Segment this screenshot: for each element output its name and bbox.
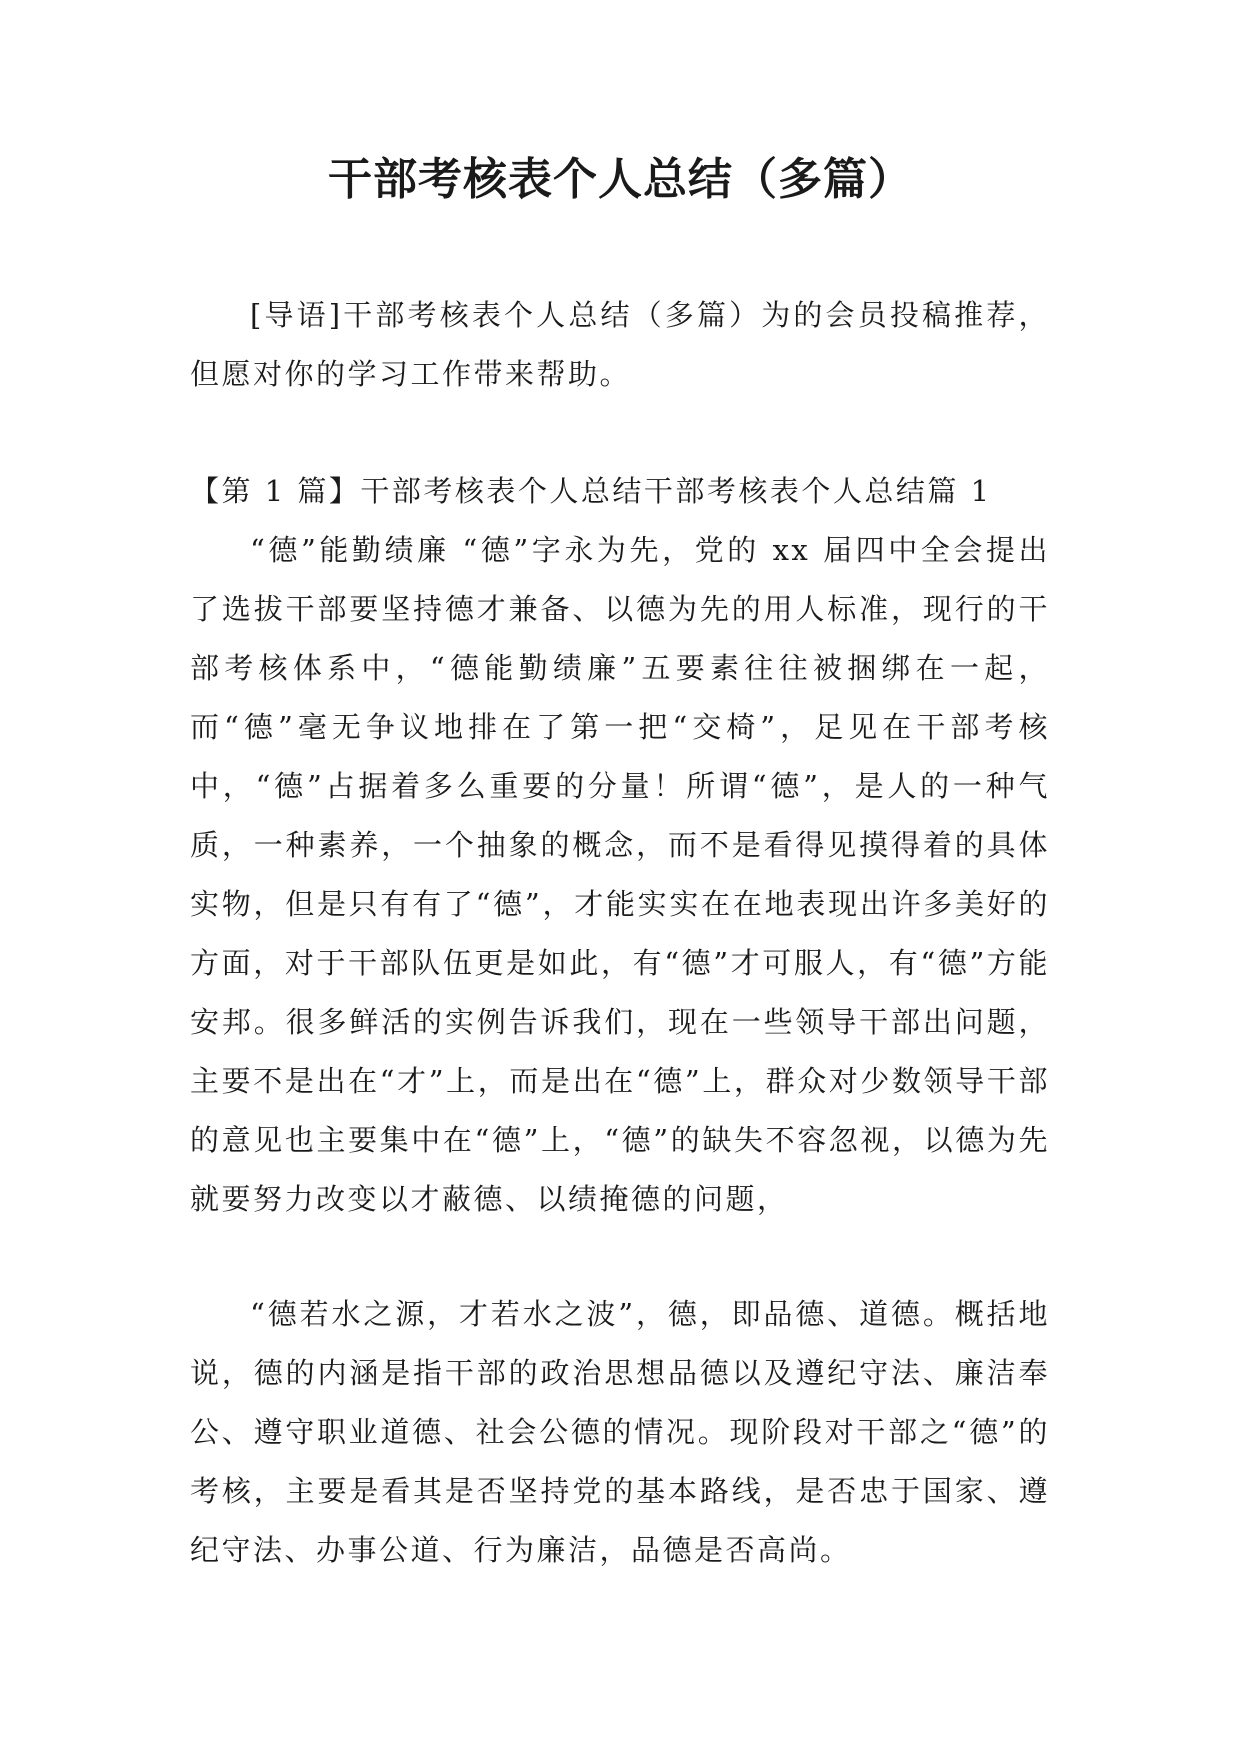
intro-paragraph: [导语]干部考核表个人总结（多篇）为的会员投稿推荐，但愿对你的学习工作带来帮助。 <box>190 298 1050 391</box>
document-title: 干部考核表个人总结（多篇） <box>328 154 913 205</box>
body-paragraph-1: “德”能勤绩廉 “德”字永为先，党的 xx 届四中全会提出了选拔干部要坚持德才兼备、以德为先的用人标准，现行的干部考核体系中，“德能勤绩廉”五要素往往被捆绑在一起，而“德”毫无争议地排在了第一把“交椅”，足见在干部考核中，“德”占据着多么重要的分量！所谓“德”，是人的一种气质，一种素养，一个抽象的概念，而不是看得见摸得着的具体实物，但是只有有了“德”，才能实实在在地表现出许多美好的方面，对于干部队伍更是如此，有“德”才可服人，有“德”方能安邦。很多鲜活的实例告诉我们，现在一些领导干部出问题，主要不是出在“才”上，而是出在“德”上，群众对少数领导干部的意见也主要集中在“德”上，“德”的缺失不容忽视，以德为先就要努力改变以才蔽德、以绩掩德的问题， <box>190 533 1050 1216</box>
body-paragraph-2: “德若水之源，才若水之波”，德，即品德、道德。概括地说，德的内涵是指干部的政治思想品德以及遵纪守法、廉洁奉公、遵守职业道德、社会公德的情况。现阶段对干部之“德”的考核，主要是看其是否坚持党的基本路线，是否忠于国家、遵纪守法、办事公道、行为廉洁，品德是否高尚。 <box>190 1297 1050 1567</box>
section-heading: 【第 1 篇】干部考核表个人总结干部考核表个人总结篇 1 <box>190 474 992 508</box>
